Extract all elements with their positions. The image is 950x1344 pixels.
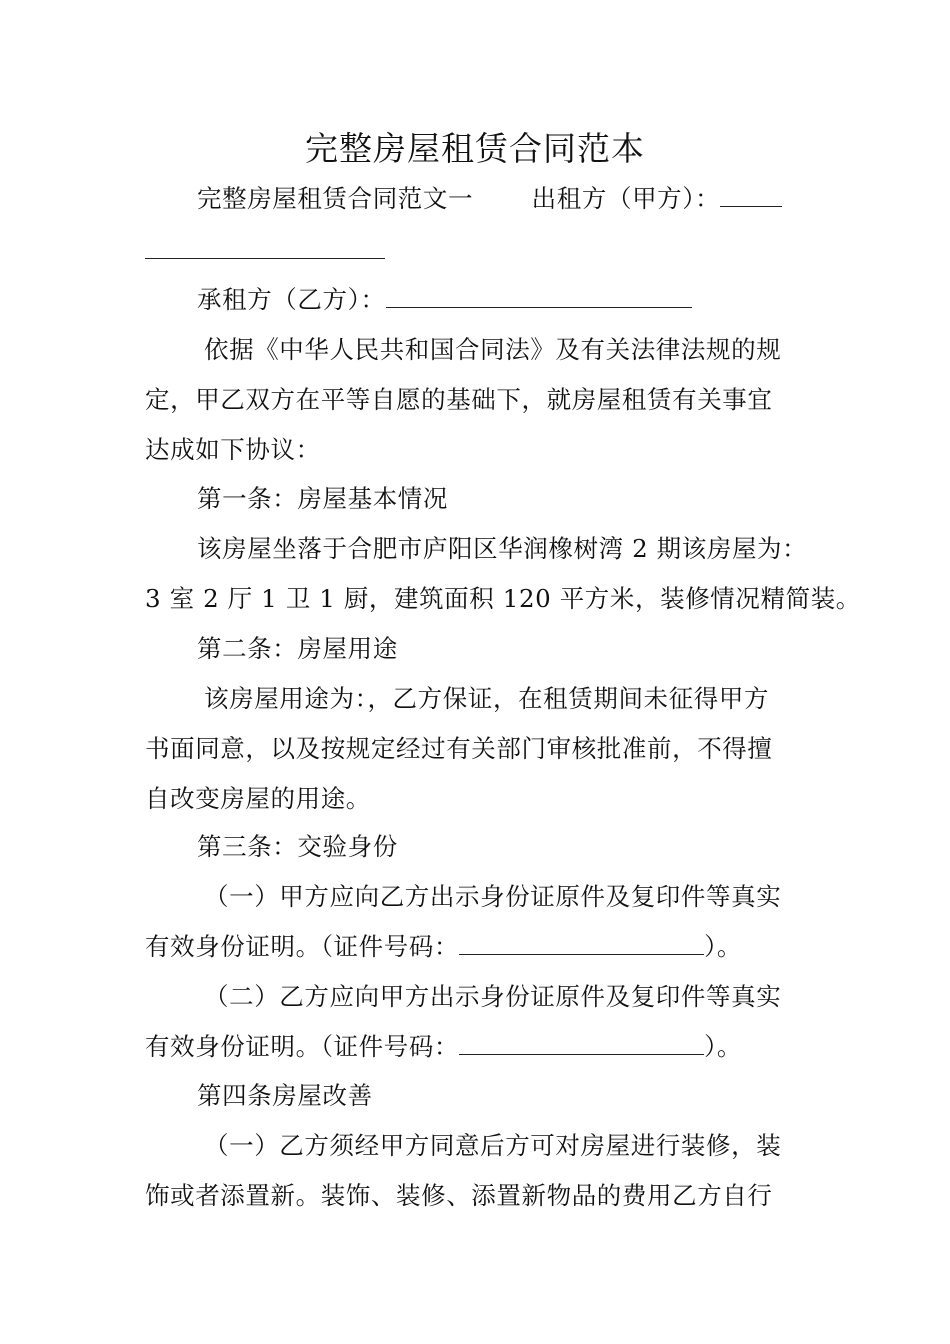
article-3-heading: 第三条：交验身份 [197,832,398,861]
article-3-item-2-line-2 [145,1030,742,1064]
article-2-heading: 第二条：房屋用途 [197,634,398,663]
article-4-item-1-line-2: 饰或者添置新。装饰、装修、添置新物品的费用乙方自行 [145,1181,773,1210]
article-2-line-3: 自改变房屋的用途。 [145,784,371,813]
article-4-heading: 第四条房屋改善 [197,1081,373,1110]
article-3-item-1-line-2 [145,930,742,964]
lessee-label: 承租方（乙方）： [197,285,386,314]
lessor-blank [720,184,782,207]
article-4-item-1-line-1: （一）乙方须经甲方同意后方可对房屋进行装修，装 [204,1131,782,1160]
article-2-line-1: 该房屋用途为：，乙方保证，在租赁期间未征得甲方 [204,684,770,713]
article-3-item-2-line-1: （二）乙方应向甲方出示身份证原件及复印件等真实 [204,982,782,1011]
id-number-blank-2 [459,1032,704,1055]
basis-line-2: 定，甲乙双方在平等自愿的基础下，就房屋租赁有关事宜 [145,385,773,414]
article-3-item-1-line-1: （一）甲方应向乙方出示身份证原件及复印件等真实 [204,882,782,911]
lessor-blank-continued [145,258,385,259]
document-title: 完整房屋租赁合同范本 [305,129,645,168]
lessee-blank [386,285,692,308]
basis-line-3: 达成如下协议： [145,435,321,464]
article-1-heading: 第一条：房屋基本情况 [197,484,448,513]
intro-text: 完整房屋租赁合同范文一 出租方（甲方）： [197,184,721,213]
intro-line [197,182,782,216]
article-2-line-2: 书面同意，以及按规定经过有关部门审核批准前，不得擅 [145,734,773,763]
article-1-line-2: 3 室 2 厅 1 卫 1 厨，建筑面积 120 平方米，装修情况精简装。 [145,584,861,613]
article-1-line-1: 该房屋坐落于合肥市庐阳区华润橡树湾 2 期该房屋为： [197,534,808,563]
id-number-blank-1 [459,932,704,955]
id-number-close-2: ）。 [704,1032,743,1061]
id-number-close-1: ）。 [704,932,743,961]
lessee-line [197,283,692,317]
basis-line-1: 依据《中华人民共和国合同法》及有关法律法规的规 [204,335,782,364]
id-number-label-2: 有效身份证明。（证件号码： [145,1032,460,1061]
id-number-label-1: 有效身份证明。（证件号码： [145,932,460,961]
